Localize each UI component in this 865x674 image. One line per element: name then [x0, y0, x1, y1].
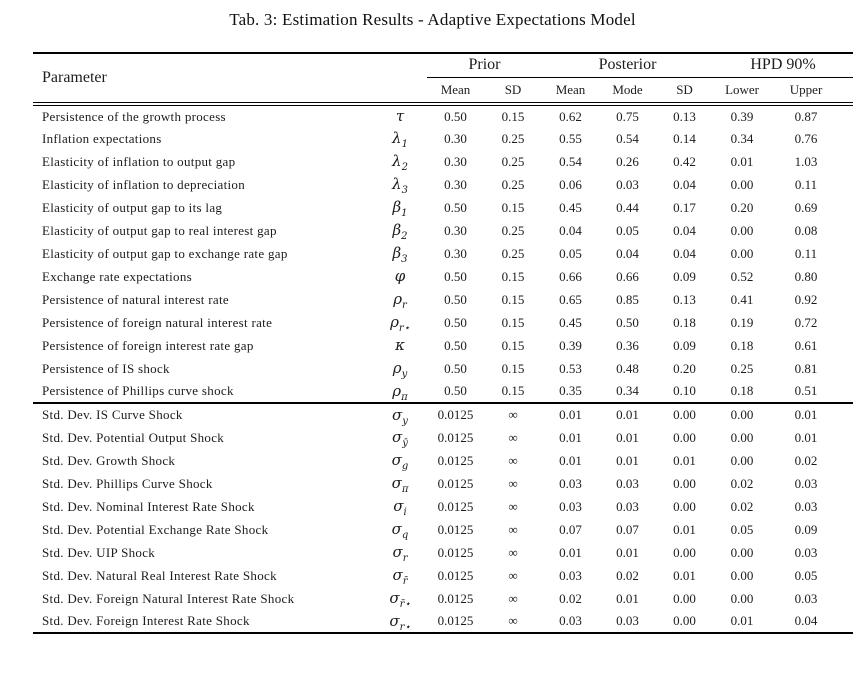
symbol-subscript: y: [401, 369, 408, 380]
symbol-base: λ: [392, 152, 402, 170]
table-row: [33, 518, 853, 541]
parameter-label: Elasticity of output gap to exchange rate gap: [42, 245, 288, 261]
value-cell: 0.20: [730, 199, 754, 215]
value-cell: 0.01: [616, 452, 639, 468]
parameter-label: Elasticity of inflation to depreciation: [42, 176, 246, 192]
value-cell: 0.34: [730, 130, 754, 146]
value-cell: 0.03: [794, 544, 818, 560]
symbol-base: σ: [391, 474, 402, 492]
value-cell: 0.00: [730, 544, 754, 560]
symbol-subscript: π: [401, 484, 409, 495]
symbol-subscript: 3: [401, 185, 408, 196]
value-cell: 0.87: [794, 108, 818, 124]
value-cell: 0.01: [616, 544, 639, 560]
value-cell: 0.11: [794, 176, 818, 192]
value-cell: ∞: [508, 613, 518, 628]
value-cell: 0.04: [616, 245, 639, 261]
value-cell: 0.15: [501, 268, 525, 284]
value-cell: 0.20: [673, 360, 696, 376]
value-cell: 0.00: [730, 407, 754, 422]
parameter-symbol: [373, 495, 427, 518]
parameter-symbol: [373, 288, 427, 311]
symbol-base: σ: [389, 611, 400, 630]
table-row: [33, 403, 853, 426]
value-cell: 0.03: [559, 567, 582, 583]
value-cell: 0.05: [616, 222, 639, 238]
value-cell: 0.52: [730, 268, 754, 284]
subheader-prior-mean: Mean: [427, 77, 484, 104]
value-cell: 0.00: [730, 245, 754, 261]
value-cell: 0.00: [673, 544, 696, 560]
parameter-symbol: [373, 334, 427, 357]
table-row: [33, 288, 853, 311]
subheader-posterior-mean: Mean: [542, 77, 599, 104]
value-cell: 0.01: [730, 153, 754, 169]
value-cell: 0.03: [616, 613, 639, 628]
parameter-symbol: [373, 357, 427, 380]
value-cell: 0.04: [794, 613, 818, 628]
value-cell: 0.05: [730, 521, 754, 537]
symbol-base: κ: [395, 336, 405, 354]
value-cell: 0.80: [794, 268, 818, 284]
parameter-symbol: [373, 610, 427, 633]
parameter-label: Std. Dev. IS Curve Shock: [42, 407, 183, 422]
value-cell: ∞: [508, 429, 518, 445]
parameter-symbol: [373, 518, 427, 541]
value-cell: 0.01: [559, 544, 582, 560]
value-cell: 0.50: [444, 291, 467, 307]
parameter-label: Persistence of the growth process: [42, 108, 226, 124]
table-row: [33, 196, 853, 219]
value-cell: 0.50: [444, 268, 467, 284]
value-cell: 0.00: [673, 613, 696, 628]
symbol-subscript: i: [403, 507, 407, 518]
value-cell: 0.69: [794, 199, 818, 215]
value-cell: 0.03: [794, 590, 818, 606]
symbol-subscript: g: [401, 461, 409, 472]
parameter-label: Std. Dev. Nominal Interest Rate Shock: [42, 498, 255, 514]
value-cell: 0.35: [559, 383, 582, 398]
value-cell: 0.05: [559, 245, 582, 261]
parameter-symbol: [373, 426, 427, 449]
value-cell: 0.00: [730, 176, 754, 192]
table-row: [33, 265, 853, 288]
value-cell: ∞: [508, 567, 518, 583]
table-row: [33, 334, 853, 357]
value-cell: 0.00: [730, 222, 754, 238]
parameter-label: Elasticity of output gap to real interest gap: [42, 222, 277, 238]
parameter-label: Std. Dev. Phillips Curve Shock: [42, 475, 213, 491]
value-cell: 0.15: [501, 360, 525, 376]
value-cell: 0.03: [616, 498, 639, 514]
value-cell: 0.02: [730, 498, 754, 514]
table-row: [33, 541, 853, 564]
symbol-subscript: 3: [401, 254, 408, 265]
parameter-symbol: [373, 403, 427, 426]
parameter-symbol: [373, 196, 427, 219]
symbol-base: ρ: [390, 313, 399, 331]
parameter-label: Std. Dev. Potential Exchange Rate Shock: [42, 521, 269, 537]
value-cell: 0.01: [673, 567, 696, 583]
value-cell: 0.01: [794, 407, 818, 422]
value-cell: 0.01: [616, 590, 639, 606]
value-cell: 0.00: [673, 590, 696, 606]
table-row: [33, 449, 853, 472]
table-row: [33, 311, 853, 334]
value-cell: 0.0125: [437, 452, 474, 468]
parameter-symbol: [373, 541, 427, 564]
value-cell: 0.01: [730, 613, 754, 628]
value-cell: 0.00: [730, 452, 754, 468]
column-group-posterior: Posterior: [542, 53, 713, 77]
value-cell: 0.45: [559, 314, 582, 330]
value-cell: 0.0125: [437, 498, 474, 514]
value-cell: 0.18: [673, 314, 696, 330]
column-group-hpd: HPD 90%: [713, 53, 853, 77]
table-row: [33, 426, 853, 449]
value-cell: 0.01: [673, 521, 696, 537]
value-cell: 0.15: [501, 314, 525, 330]
table-row: [33, 219, 853, 242]
value-cell: 0.50: [444, 199, 467, 215]
value-cell: 0.01: [559, 429, 582, 445]
value-cell: 0.44: [616, 199, 639, 215]
parameter-symbol: [373, 587, 427, 610]
value-cell: 0.50: [616, 314, 639, 330]
value-cell: 0.65: [559, 291, 582, 307]
value-cell: 0.02: [730, 475, 754, 491]
value-cell: ∞: [508, 452, 518, 468]
value-cell: 0.19: [730, 314, 754, 330]
table-row: [33, 610, 853, 633]
value-cell: 0.02: [794, 452, 818, 468]
parameter-label: Persistence of natural interest rate: [42, 291, 229, 307]
value-cell: 0.50: [444, 314, 467, 330]
parameter-symbol: [373, 219, 427, 242]
value-cell: 0.07: [616, 521, 639, 537]
parameter-label: Std. Dev. Foreign Interest Rate Shock: [42, 613, 250, 628]
value-cell: 0.25: [501, 130, 525, 146]
parameter-symbol: [373, 265, 427, 288]
value-cell: 0.62: [559, 108, 582, 124]
parameter-label: Exchange rate expectations: [42, 268, 193, 284]
parameter-symbol: [373, 150, 427, 173]
value-cell: 0.15: [501, 383, 525, 398]
parameter-label: Inflation expectations: [42, 130, 162, 146]
table-row: [33, 380, 853, 403]
value-cell: 0.18: [730, 383, 754, 398]
value-cell: 0.00: [673, 407, 696, 422]
value-cell: 0.42: [673, 153, 696, 169]
value-cell: 0.50: [444, 337, 467, 353]
parameter-symbol: [373, 472, 427, 495]
value-cell: 0.0125: [437, 521, 474, 537]
parameter-symbol: [373, 127, 427, 150]
table-row: [33, 564, 853, 587]
value-cell: 0.04: [559, 222, 582, 238]
symbol-base: σ: [392, 428, 403, 446]
symbol-base: λ: [392, 129, 402, 147]
value-cell: 0.25: [501, 222, 525, 238]
symbol-subscript: 2: [401, 231, 408, 242]
value-cell: 0.01: [794, 429, 818, 445]
value-cell: 0.0125: [437, 544, 474, 560]
symbol-base: σ: [392, 543, 403, 561]
estimation-results-table: [33, 52, 853, 634]
symbol-base: σ: [391, 451, 402, 469]
value-cell: 0.13: [673, 291, 696, 307]
symbol-base: σ: [389, 589, 400, 607]
table-row: [33, 242, 853, 265]
table-body-structural-parameters: [33, 104, 853, 403]
parameter-label: Std. Dev. Natural Real Interest Rate Shock: [42, 567, 277, 583]
value-cell: 0.0125: [437, 590, 474, 606]
table-row: [33, 587, 853, 610]
value-cell: 0.04: [673, 222, 696, 238]
parameter-label: Persistence of foreign natural interest rate: [42, 314, 273, 330]
parameter-symbol: [373, 449, 427, 472]
symbol-base: ρ: [392, 381, 402, 400]
value-cell: 0.0125: [437, 613, 474, 628]
value-cell: 0.04: [673, 245, 696, 261]
value-cell: 0.02: [559, 590, 582, 606]
value-cell: 0.00: [730, 567, 754, 583]
value-cell: 0.0125: [437, 429, 474, 445]
parameter-label: Std. Dev. Foreign Natural Interest Rate Shock: [42, 590, 295, 606]
subheader-posterior-mode: Mode: [599, 77, 656, 104]
value-cell: 0.09: [794, 521, 818, 537]
symbol-base: σ: [392, 405, 403, 424]
value-cell: 0.01: [559, 407, 582, 422]
value-cell: 0.03: [616, 176, 639, 192]
symbol-base: β: [392, 244, 402, 262]
value-cell: 0.09: [673, 268, 696, 284]
value-cell: 0.03: [559, 475, 582, 491]
value-cell: 0.53: [559, 360, 582, 376]
value-cell: 0.03: [616, 475, 639, 491]
value-cell: 0.01: [559, 452, 582, 468]
value-cell: 0.02: [616, 567, 639, 583]
value-cell: 0.54: [559, 153, 582, 169]
parameter-symbol: [373, 242, 427, 265]
column-header-parameter: Parameter: [33, 53, 373, 104]
value-cell: 0.17: [673, 199, 696, 215]
value-cell: 0.06: [559, 176, 582, 192]
value-cell: 0.05: [794, 567, 818, 583]
parameter-label: Persistence of IS shock: [42, 360, 170, 376]
value-cell: ∞: [508, 590, 518, 606]
value-cell: 0.25: [501, 176, 525, 192]
parameter-label: Persistence of Phillips curve shock: [42, 383, 234, 398]
symbol-subscript: r: [402, 553, 408, 564]
value-cell: 0.39: [559, 337, 582, 353]
parameter-label: Elasticity of output gap to its lag: [42, 199, 223, 215]
value-cell: 0.75: [616, 108, 639, 124]
column-group-prior: Prior: [427, 53, 542, 77]
symbol-base: β: [392, 198, 402, 216]
subheader-hpd-lower: Lower: [713, 77, 771, 104]
value-cell: 0.13: [673, 108, 696, 124]
subheader-posterior-sd: SD: [656, 77, 713, 104]
value-cell: 0.30: [444, 176, 467, 192]
value-cell: 0.76: [794, 130, 818, 146]
value-cell: 0.03: [559, 613, 582, 628]
parameter-symbol: [373, 173, 427, 196]
value-cell: 0.04: [673, 176, 696, 192]
symbol-subscript: 1: [401, 139, 408, 150]
value-cell: 0.0125: [437, 407, 474, 422]
symbol-base: λ: [392, 175, 402, 193]
symbol-subscript: ȳ: [402, 438, 408, 449]
symbol-base: σ: [393, 497, 404, 515]
value-cell: 0.41: [730, 291, 754, 307]
value-cell: 0.66: [559, 268, 582, 284]
symbol-subscript: r⋆: [398, 323, 410, 334]
table-row: [33, 495, 853, 518]
value-cell: 0.25: [730, 360, 754, 376]
symbol-base: ρ: [393, 290, 403, 308]
symbol-subscript: r⋆: [399, 621, 411, 633]
value-cell: 0.72: [794, 314, 818, 330]
value-cell: 0.25: [501, 245, 525, 261]
table-row: [33, 150, 853, 173]
value-cell: ∞: [508, 544, 518, 560]
value-cell: 0.39: [730, 108, 754, 124]
symbol-subscript: 2: [401, 162, 408, 173]
value-cell: 0.30: [444, 153, 467, 169]
value-cell: 0.66: [616, 268, 639, 284]
subheader-hpd-upper: Upper: [771, 77, 853, 104]
value-cell: 0.50: [444, 383, 467, 398]
value-cell: ∞: [508, 475, 518, 491]
table-row: [33, 173, 853, 196]
value-cell: 1.03: [794, 153, 818, 169]
value-cell: 0.50: [444, 108, 467, 124]
symbol-subscript: r: [402, 300, 407, 311]
value-cell: 0.36: [616, 337, 639, 353]
value-cell: 0.30: [444, 222, 467, 238]
value-cell: 0.25: [501, 153, 525, 169]
subheader-prior-sd: SD: [484, 77, 542, 104]
value-cell: 0.00: [730, 590, 754, 606]
parameter-label: Std. Dev. Potential Output Shock: [42, 429, 225, 445]
value-cell: 0.45: [559, 199, 582, 215]
symbol-subscript: r̄⋆: [399, 599, 411, 610]
symbol-base: σ: [391, 520, 402, 538]
value-cell: 0.30: [444, 130, 467, 146]
header-group-row: [33, 53, 853, 77]
table-body-shock-standard-deviations: [33, 403, 853, 633]
value-cell: 0.14: [673, 130, 696, 146]
value-cell: ∞: [508, 498, 518, 514]
value-cell: 0.01: [616, 407, 639, 422]
symbol-base: β: [392, 221, 402, 239]
value-cell: 0.00: [673, 475, 696, 491]
symbol-subscript: r̄: [402, 576, 408, 587]
table-caption: Tab. 3: Estimation Results - Adaptive Expectations Model: [229, 10, 636, 29]
value-cell: 0.61: [794, 337, 818, 353]
value-cell: 0.55: [559, 130, 582, 146]
value-cell: 0.01: [673, 452, 696, 468]
value-cell: 0.0125: [437, 475, 474, 491]
value-cell: 0.51: [794, 383, 818, 398]
value-cell: 0.81: [794, 360, 818, 376]
parameter-label: Std. Dev. UIP Shock: [42, 544, 156, 560]
value-cell: 0.15: [501, 199, 525, 215]
value-cell: 0.30: [444, 245, 467, 261]
symbol-subscript: q: [401, 530, 409, 541]
parameter-symbol: [373, 380, 427, 403]
table-row: [33, 357, 853, 380]
symbol-subscript: π: [401, 391, 408, 403]
value-cell: 0.10: [673, 383, 696, 398]
table-row: [33, 127, 853, 150]
parameter-symbol: [373, 104, 427, 127]
value-cell: 0.54: [616, 130, 639, 146]
value-cell: 0.0125: [437, 567, 474, 583]
value-cell: 0.11: [794, 245, 818, 261]
value-cell: ∞: [508, 407, 518, 422]
parameter-label: Persistence of foreign interest rate gap: [42, 337, 254, 353]
value-cell: 0.09: [673, 337, 696, 353]
value-cell: 0.34: [616, 383, 639, 398]
value-cell: 0.03: [794, 498, 818, 514]
value-cell: 0.15: [501, 337, 525, 353]
value-cell: 0.03: [794, 475, 818, 491]
value-cell: 0.15: [501, 291, 525, 307]
symbol-base: φ: [394, 267, 406, 285]
value-cell: 0.07: [559, 521, 582, 537]
value-cell: 0.00: [730, 429, 754, 445]
value-cell: 0.26: [616, 153, 639, 169]
value-cell: ∞: [508, 521, 518, 537]
column-header-symbol-spacer: [373, 53, 427, 104]
value-cell: 0.92: [794, 291, 818, 307]
symbol-base: ρ: [392, 359, 402, 377]
value-cell: 0.00: [673, 498, 696, 514]
table-row: [33, 472, 853, 495]
symbol-subscript: y: [402, 415, 408, 427]
value-cell: 0.85: [616, 291, 639, 307]
value-cell: 0.00: [673, 429, 696, 445]
parameter-symbol: [373, 311, 427, 334]
symbol-base: σ: [392, 566, 403, 584]
value-cell: 0.18: [730, 337, 754, 353]
symbol-subscript: 1: [401, 208, 408, 219]
value-cell: 0.08: [794, 222, 818, 238]
table-row: [33, 104, 853, 127]
value-cell: 0.01: [616, 429, 639, 445]
value-cell: 0.15: [501, 108, 525, 124]
parameter-label: Elasticity of inflation to output gap: [42, 153, 236, 169]
symbol-base: τ: [395, 107, 405, 125]
value-cell: 0.03: [559, 498, 582, 514]
parameter-symbol: [373, 564, 427, 587]
value-cell: 0.48: [616, 360, 639, 376]
table-header: [33, 53, 853, 104]
parameter-label: Std. Dev. Growth Shock: [42, 452, 176, 468]
value-cell: 0.50: [444, 360, 467, 376]
